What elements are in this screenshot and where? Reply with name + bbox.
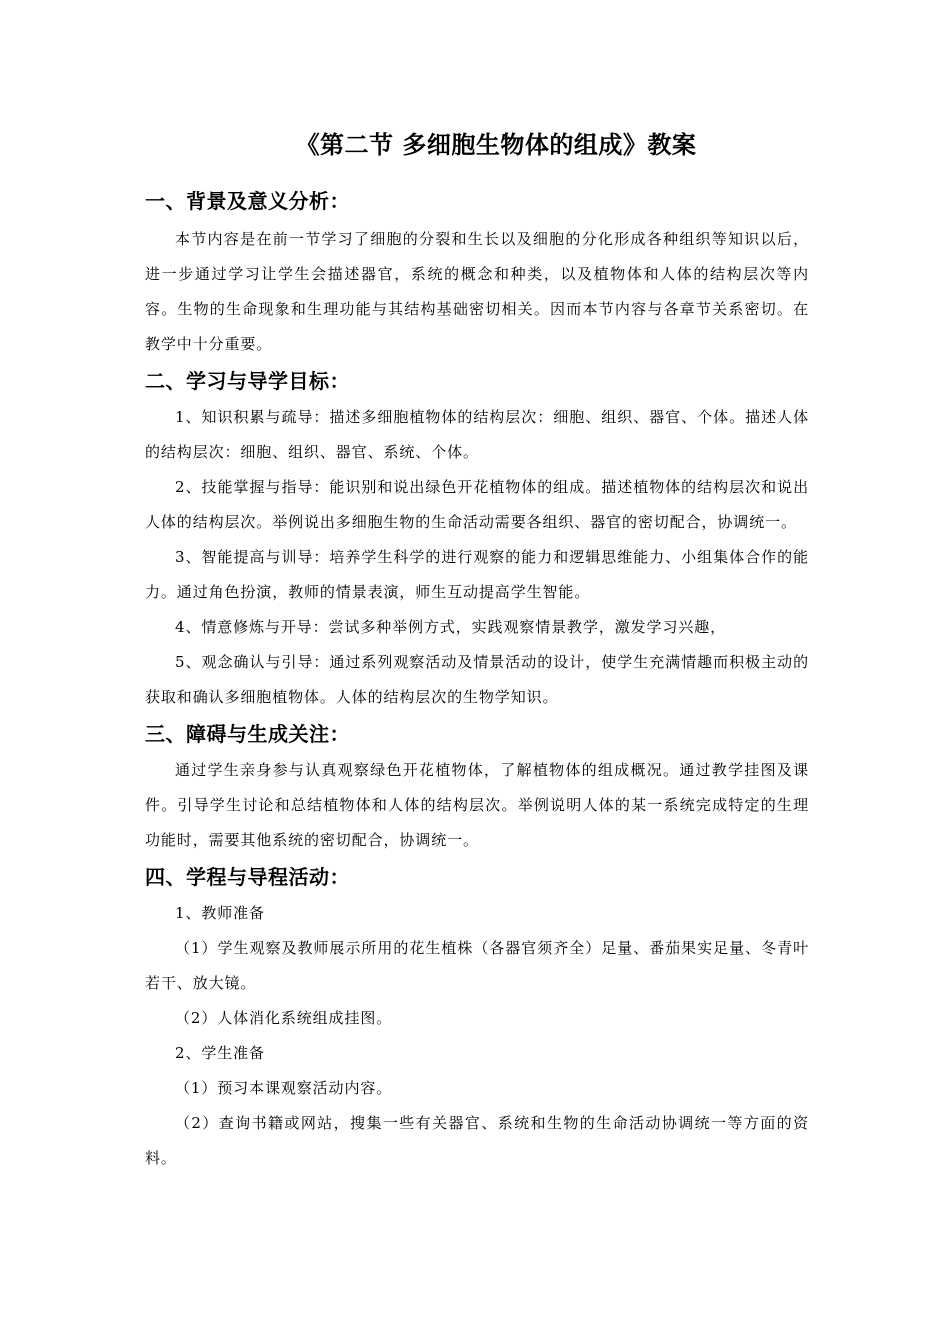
paragraph: 3、智能提高与训导：培养学生科学的进行观察的能力和逻辑思维能力、小组集体合作的能力。通过角色扮演，教师的情景表演，师生互动提高学生智能。 xyxy=(145,548,809,601)
section-goals xyxy=(145,364,809,715)
paragraph: （1）预习本课观察活动内容。 xyxy=(175,1079,393,1097)
paragraph: 本节内容是在前一节学习了细胞的分裂和生长以及细胞的分化形成各种组织等知识以后，进一步通过学习让学生会描述器官，系统的概念和种类，以及植物体和人体的结构层次等内容。生物的生命现象和生理功能与其结构基础密切相关。因而本节内容与各章节关系密切。在教学中十分重要。 xyxy=(145,230,809,353)
paragraph: 1、知识积累与疏导：描述多细胞植物体的结构层次：细胞、组织、器官、个体。描述人体的结构层次：细胞、组织、器官、系统、个体。 xyxy=(145,408,809,461)
paragraph: 2、学生准备 xyxy=(175,1044,265,1062)
paragraph: 5、观念确认与引导：通过系列观察活动及情景活动的设计，使学生充满情趣而积极主动的获取和确认多细胞植物体。人体的结构层次的生物学知识。 xyxy=(145,653,809,706)
section-heading: 一、背景及意义分析： xyxy=(145,189,350,213)
paragraph: （1）学生观察及教师展示所用的花生植株（各器官须齐全）足量、番茄果实足量、冬青叶若干、放大镜。 xyxy=(145,939,809,992)
document-page xyxy=(145,128,809,1176)
section-heading: 四、学程与导程活动： xyxy=(145,865,350,889)
paragraph: （2）人体消化系统组成挂图。 xyxy=(175,1009,393,1027)
section-background xyxy=(145,184,809,362)
section-heading: 二、学习与导学目标： xyxy=(145,369,350,393)
section-obstacles xyxy=(145,717,809,858)
paragraph: （2）查询书籍或网站，搜集一些有关器官、系统和生物的生命活动协调统一等方面的资料。 xyxy=(145,1114,809,1167)
section-activities xyxy=(145,860,809,1176)
paragraph: 1、教师准备 xyxy=(175,904,265,922)
section-heading: 三、障碍与生成关注： xyxy=(145,722,350,746)
paragraph: 通过学生亲身参与认真观察绿色开花植物体，了解植物体的组成概况。通过教学挂图及课件。引导学生讨论和总结植物体和人体的结构层次。举例说明人体的某一系统完成特定的生理功能时，需要其他系统的密切配合，协调统一。 xyxy=(145,761,809,849)
paragraph: 4、情意修炼与开导：尝试多种举例方式，实践观察情景教学，激发学习兴趣， xyxy=(175,618,727,636)
paragraph: 2、技能掌握与指导：能识别和说出绿色开花植物体的组成。描述植物体的结构层次和说出人体的结构层次。举例说出多细胞生物的生命活动需要各组织、器官的密切配合，协调统一。 xyxy=(145,478,809,531)
document-title: 《第二节 多细胞生物体的组成》教案 xyxy=(295,131,697,159)
